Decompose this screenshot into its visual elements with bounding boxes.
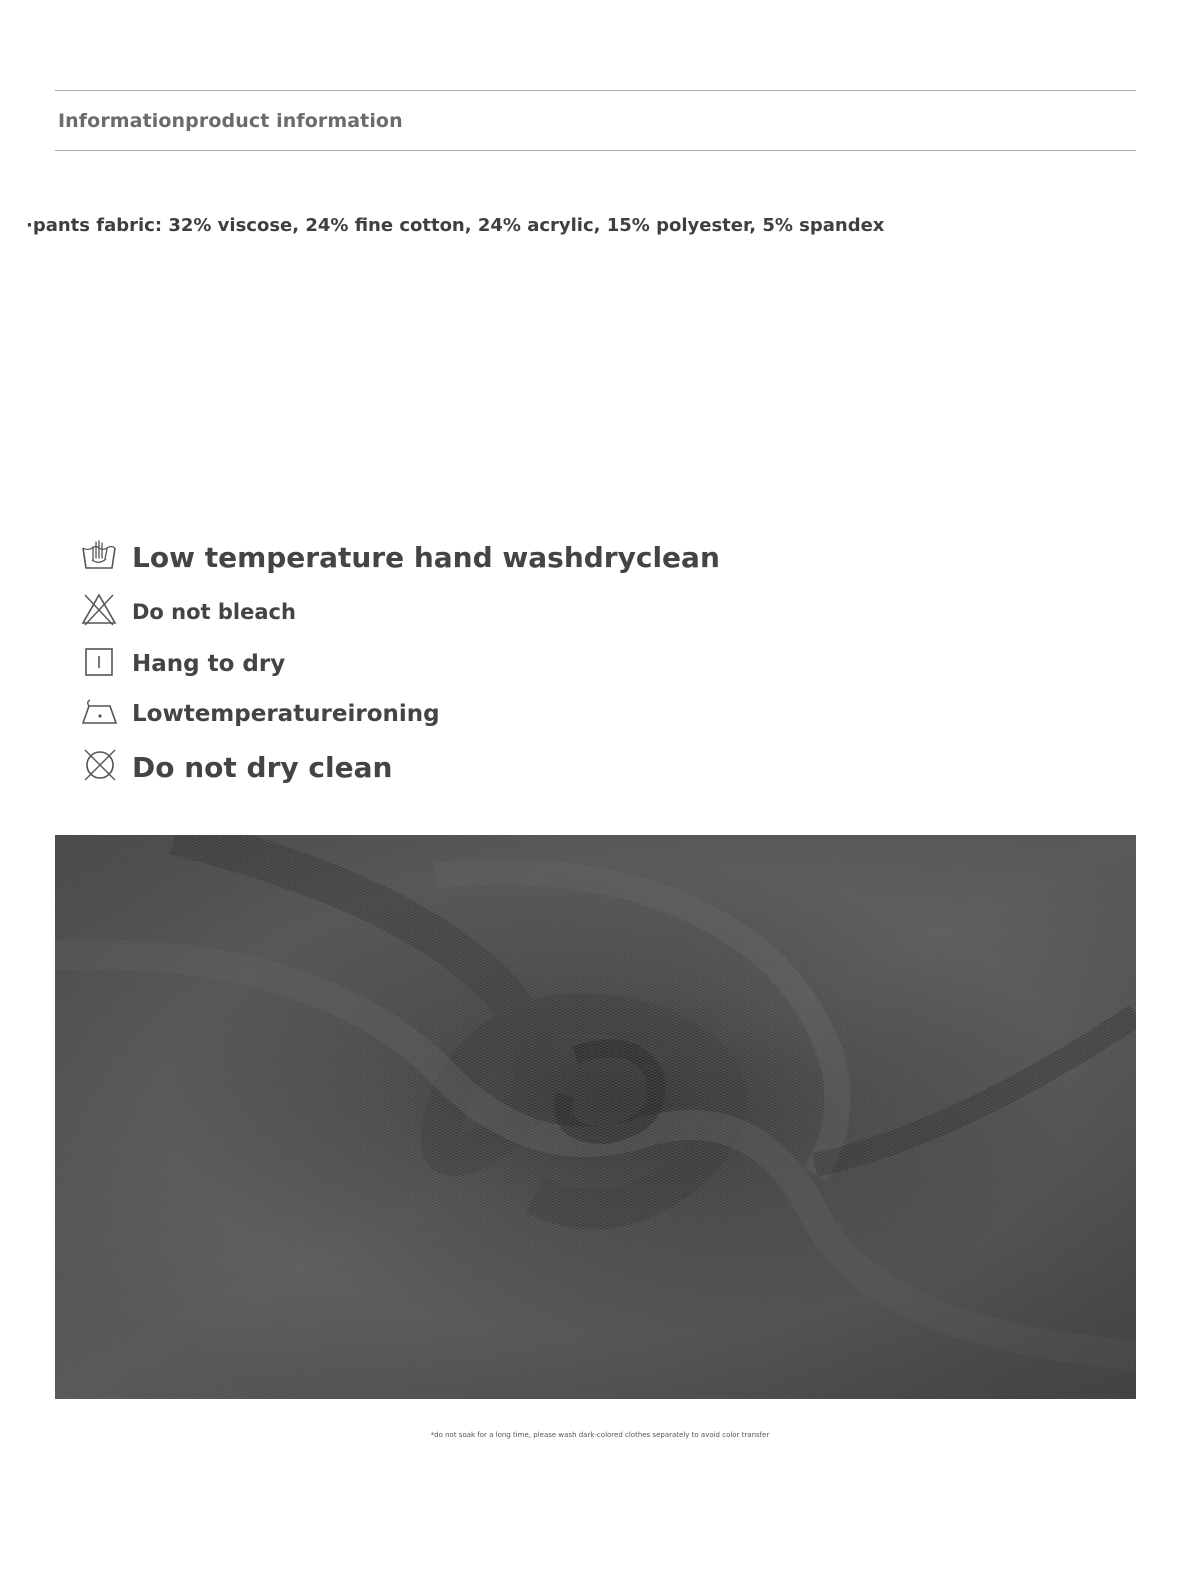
- care-label: Do not bleach: [132, 600, 296, 624]
- care-label: Lowtemperatureironing: [132, 701, 440, 727]
- care-label: Do not dry clean: [132, 751, 393, 784]
- no-dry-clean-icon: [80, 748, 118, 782]
- care-footnote: *do not soak for a long time, please wash dark-colored clothes separately to avoid color transfer: [430, 1431, 770, 1439]
- top-divider: [55, 90, 1136, 91]
- hang-dry-icon: [80, 646, 118, 680]
- low-iron-icon: [80, 696, 118, 730]
- care-label: Low temperature hand washdryclean: [132, 541, 720, 574]
- no-bleach-icon: [80, 592, 118, 626]
- fabric-composition: ·pants fabric: 32% viscose, 24% fine cotton, 24% acrylic, 15% polyester, 5% spandex: [26, 215, 885, 236]
- bottom-divider: [55, 150, 1136, 151]
- care-label: Hang to dry: [132, 651, 286, 677]
- section-title: Informationproduct information: [58, 110, 403, 132]
- fabric-texture-photo: [55, 835, 1136, 1399]
- hand-wash-icon: [80, 538, 118, 572]
